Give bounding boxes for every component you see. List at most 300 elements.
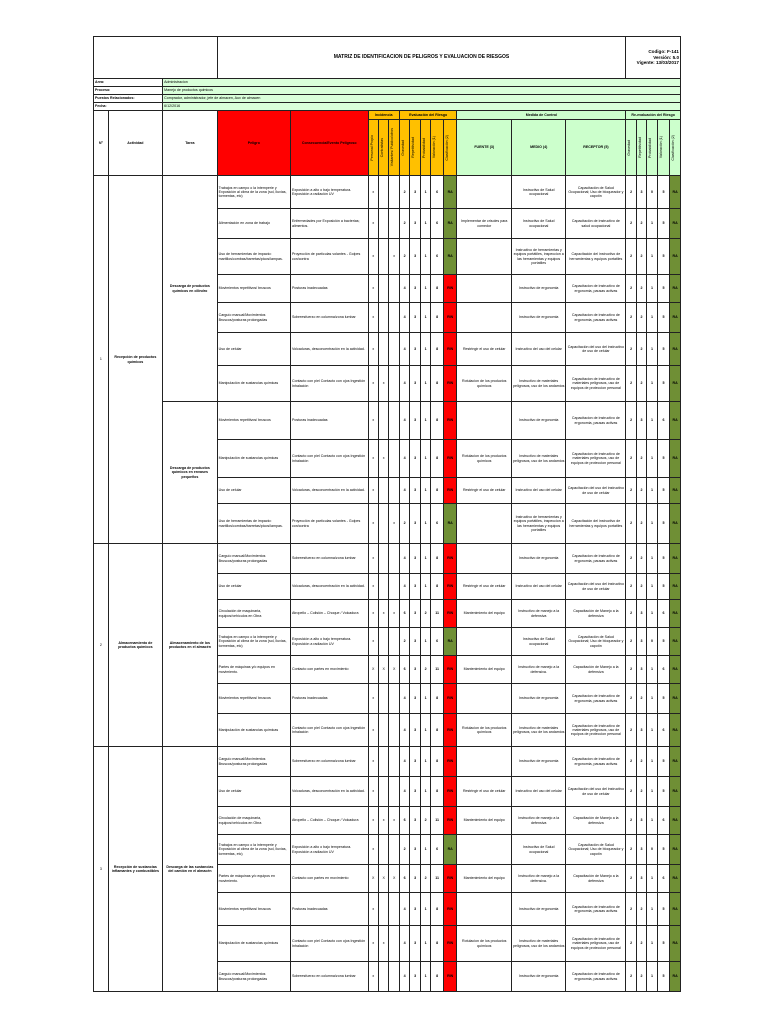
- incidencia-mark: x: [368, 962, 378, 992]
- receptor-cell: Capacitación de Manejo a la defensiva: [566, 600, 626, 628]
- evaluacion-col-header: Gravedad: [399, 120, 409, 176]
- incidencia-mark: x: [368, 600, 378, 628]
- valoracion-cell: 6: [431, 209, 444, 239]
- activity-name: Almacenamiento de productos químicos: [108, 544, 162, 747]
- incidencia-mark: x: [368, 176, 378, 209]
- consecuencia-cell: Posturas inadecuadas: [290, 893, 368, 926]
- num-header: Nº: [94, 111, 109, 176]
- fuente-cell: [457, 628, 511, 656]
- probabilidad-cell: 1: [420, 402, 430, 440]
- probabilidad-cell: 1: [420, 504, 430, 544]
- fuente-cell: Restringir el uso de celular: [457, 777, 511, 807]
- peligro-cell: Carguío manual/Movimientos Bruscos/posturas prolongadas: [217, 747, 290, 777]
- valoracion-cell: 8: [431, 303, 444, 333]
- reeval-repetitividad-cell: 3: [636, 714, 646, 747]
- consecuencia-cell: Posturas inadecuadas: [290, 402, 368, 440]
- reeval-probabilidad-cell: 1: [647, 684, 657, 714]
- info-label: Proceso:: [94, 87, 163, 95]
- risk-row: [94, 176, 681, 209]
- fuente-cell: [457, 747, 511, 777]
- clasificacion-cell: RIN: [443, 478, 457, 504]
- consecuencia-header: Consecuencia/Evento Peligroso: [290, 111, 368, 176]
- incidencia-mark: x: [368, 926, 378, 962]
- reeval-valoracion-cell: 5: [657, 835, 670, 865]
- peligro-cell: Circulación de maquinaria, equipos/vehículos en Obra: [217, 807, 290, 835]
- incidencia-mark: [389, 684, 399, 714]
- receptor-cell: Capacitacion de instructivo de materiales peligrosos, uso de equipos de proteccion personal: [566, 366, 626, 402]
- reeval-repetitividad-cell: 2: [636, 926, 646, 962]
- incidencia-mark: [389, 402, 399, 440]
- probabilidad-cell: 2: [420, 865, 430, 893]
- clasificacion-cell: RIN: [443, 962, 457, 992]
- peligro-cell: Partes de máquinas y/o equipos en movimiento.: [217, 656, 290, 684]
- clasificacion-cell: RIN: [443, 333, 457, 366]
- medio-cell: Instructivo de ergonomia: [511, 275, 565, 303]
- repetitividad-cell: 3: [410, 176, 420, 209]
- incidencia-mark: X: [389, 656, 399, 684]
- task-name: Descarga de productos químicos en envases pequeños: [163, 402, 217, 544]
- clasificacion-cell: RIN: [443, 714, 457, 747]
- incidencia-mark: x: [368, 209, 378, 239]
- fuente-cell: [457, 303, 511, 333]
- info-label: Area:: [94, 79, 163, 87]
- medio-cell: Instructivo del uso del celular: [511, 574, 565, 600]
- reeval-valoracion-cell: 5: [657, 574, 670, 600]
- incidencia-mark: x: [368, 303, 378, 333]
- valoracion-cell: 8: [431, 747, 444, 777]
- medio-cell: Instructivo del uso del celular: [511, 333, 565, 366]
- reeval-gravedad-cell: 2: [626, 656, 636, 684]
- reeval-valoracion-cell: 5: [657, 893, 670, 926]
- receptor-cell: Capacitación de Salud Ocupacional; Uso de bloqueador y capotín: [566, 628, 626, 656]
- info-row: [94, 95, 681, 103]
- probabilidad-cell: 1: [420, 835, 430, 865]
- probabilidad-cell: 1: [420, 574, 430, 600]
- gravedad-cell: 4: [399, 747, 409, 777]
- reeval-valoracion-cell: 5: [657, 275, 670, 303]
- reeval-clasificacion-cell: RA: [670, 893, 681, 926]
- risk-matrix-table: [93, 36, 681, 992]
- repetitividad-cell: 3: [410, 402, 420, 440]
- reeval-repetitividad-cell: 2: [636, 544, 646, 574]
- incidencia-mark: x: [368, 333, 378, 366]
- fuente-cell: [457, 275, 511, 303]
- reeval-valoracion-cell: 5: [657, 962, 670, 992]
- reeval-clasificacion-cell: RA: [670, 333, 681, 366]
- probabilidad-cell: 1: [420, 275, 430, 303]
- gravedad-cell: 4: [399, 962, 409, 992]
- codigo-value: F-141: [666, 48, 679, 54]
- incidencia-mark: [389, 176, 399, 209]
- medio-cell: Instructivo de herramientas y equipos portátiles, inspeccion a las herramientas y equipos portatiles: [511, 239, 565, 275]
- incidencia-mark: [389, 209, 399, 239]
- receptor-cell: Capacitación del uso del instructivo de uso de celular: [566, 333, 626, 366]
- medio-cell: Instructivo de manejo a la defensiva: [511, 600, 565, 628]
- probabilidad-cell: 1: [420, 333, 430, 366]
- fuente-cell: Mantenimiento del equipo: [457, 656, 511, 684]
- incidencia-mark: x: [389, 239, 399, 275]
- incidencia-mark: x: [368, 478, 378, 504]
- repetitividad-cell: 3: [410, 275, 420, 303]
- incidencia-mark: x: [378, 600, 388, 628]
- task-name: Almacenamiento de los productos en el almacén: [163, 544, 217, 747]
- clasificacion-cell: RIN: [443, 747, 457, 777]
- reeval-probabilidad-cell: 1: [647, 865, 657, 893]
- probabilidad-cell: 2: [420, 600, 430, 628]
- gravedad-cell: 4: [399, 544, 409, 574]
- receptor-cell: Capacitacion de instructivo de ergonomia, pausas activas: [566, 747, 626, 777]
- valoracion-cell: 11: [431, 656, 444, 684]
- incidencia-col-header: Visitantes/ Publico/otros: [389, 120, 399, 176]
- evaluacion-col-header: Valoración (1): [431, 120, 444, 176]
- fuente-cell: Restringir el uso de celular: [457, 333, 511, 366]
- reeval-gravedad-cell: 2: [626, 440, 636, 478]
- reeval-probabilidad-cell: 1: [647, 777, 657, 807]
- receptor-cell: Capacitación de Manejo a la defensiva: [566, 807, 626, 835]
- reeval-repetitividad-cell: 2: [636, 239, 646, 275]
- reeval-valoracion-cell: 5: [657, 209, 670, 239]
- reeval-gravedad-cell: 2: [626, 962, 636, 992]
- receptor-cell: Capacitación de instructivo de salud ocupacional: [566, 209, 626, 239]
- peligro-cell: Manipulación de sustancias químicas: [217, 714, 290, 747]
- info-label: Puestos Relacionados:: [94, 95, 163, 103]
- consecuencia-cell: Sobreesfuerzo en columna/zona lumbar: [290, 747, 368, 777]
- receptor-cell: Capacitación del instructivo de herramientas y equipos portatiles: [566, 504, 626, 544]
- repetitividad-cell: 3: [410, 366, 420, 402]
- reeval-col-header: Clasificación (2): [670, 120, 681, 176]
- medida-group: Medida de Control: [457, 111, 626, 120]
- receptor-cell: Capacitación del uso del instructivo de uso de celular: [566, 478, 626, 504]
- incidencia-mark: [389, 574, 399, 600]
- gravedad-cell: 4: [399, 402, 409, 440]
- valoracion-cell: 8: [431, 893, 444, 926]
- reeval-probabilidad-cell: 1: [647, 747, 657, 777]
- repetitividad-cell: 3: [410, 835, 420, 865]
- fuente-cell: Mantenimiento del equipo: [457, 600, 511, 628]
- valoracion-cell: 8: [431, 478, 444, 504]
- clasificacion-cell: RIN: [443, 777, 457, 807]
- reeval-repetitividad-cell: 3: [636, 402, 646, 440]
- clasificacion-cell: RIN: [443, 303, 457, 333]
- activity-number: 1: [94, 176, 109, 544]
- column-group-row: [94, 111, 681, 120]
- fuente-cell: [457, 835, 511, 865]
- consecuencia-cell: Proyección de partículas volantes - Golpes con/contra: [290, 239, 368, 275]
- incidencia-mark: x: [368, 893, 378, 926]
- fuente-cell: [457, 402, 511, 440]
- incidencia-mark: x: [368, 574, 378, 600]
- clasificacion-cell: RIN: [443, 366, 457, 402]
- reeval-gravedad-cell: 2: [626, 777, 636, 807]
- medio-cell: Instructivo de Salud ocupacional: [511, 176, 565, 209]
- receptor-cell: Capacitacion de instructivo de ergonomia, pausas activas: [566, 275, 626, 303]
- info-row: [94, 87, 681, 95]
- incidencia-mark: [389, 440, 399, 478]
- reeval-valoracion-cell: 5: [657, 926, 670, 962]
- reeval-repetitividad-cell: 2: [636, 303, 646, 333]
- reeval-repetitividad-cell: 2: [636, 478, 646, 504]
- incidencia-mark: [378, 544, 388, 574]
- reeval-repetitividad-cell: 3: [636, 600, 646, 628]
- reeval-probabilidad-cell: 1: [647, 478, 657, 504]
- reeval-clasificacion-cell: RA: [670, 600, 681, 628]
- medio-cell: Instructivo de manejo a la defensiva.: [511, 865, 565, 893]
- incidencia-mark: [389, 926, 399, 962]
- incidencia-mark: [389, 544, 399, 574]
- fuente-cell: Mantenimiento del equipo: [457, 865, 511, 893]
- logo-cell: [94, 37, 218, 79]
- incidencia-mark: x: [368, 628, 378, 656]
- reeval-gravedad-cell: 2: [626, 176, 636, 209]
- receptor-cell: Capacitación de Manejo a la defensiva: [566, 656, 626, 684]
- receptor-cell: Capacitacion de instructivo de materiales peligrosos, uso de equipos de proteccion personal: [566, 714, 626, 747]
- peligro-cell: Uso de herramientas de impacto: martillos/combas/barretas/picos/lampas.: [217, 239, 290, 275]
- valoracion-cell: 11: [431, 865, 444, 893]
- incidencia-mark: [389, 835, 399, 865]
- valoracion-cell: 8: [431, 366, 444, 402]
- reeval-clasificacion-cell: RA: [670, 176, 681, 209]
- evaluacion-col-header: Clasificación (2): [443, 120, 457, 176]
- valoracion-cell: 8: [431, 402, 444, 440]
- valoracion-cell: 8: [431, 275, 444, 303]
- reeval-clasificacion-cell: RA: [670, 209, 681, 239]
- reeval-valoracion-cell: 6: [657, 714, 670, 747]
- risk-row: [94, 402, 681, 440]
- reeval-probabilidad-cell: 1: [647, 440, 657, 478]
- reeval-clasificacion-cell: RA: [670, 714, 681, 747]
- medio-cell: Instructivo del uso del celular: [511, 478, 565, 504]
- consecuencia-cell: Sobreesfuerzo en columna/zona lumbar: [290, 544, 368, 574]
- reeval-valoracion-cell: 5: [657, 504, 670, 544]
- fuente-cell: [457, 962, 511, 992]
- reeval-clasificacion-cell: RA: [670, 574, 681, 600]
- consecuencia-cell: Contacto con partes en movimiento: [290, 656, 368, 684]
- evaluacion-col-header: Probabilidad: [420, 120, 430, 176]
- incidencia-mark: X: [389, 865, 399, 893]
- incidencia-mark: X: [378, 656, 388, 684]
- medio-cell: Instructivo de materiales peligrosos, uso de los andamios: [511, 366, 565, 402]
- incidencia-mark: [378, 684, 388, 714]
- reeval-probabilidad-cell: 1: [647, 209, 657, 239]
- probabilidad-cell: 1: [420, 440, 430, 478]
- header-row: [94, 37, 681, 79]
- reeval-col-header: Gravedad: [626, 120, 636, 176]
- gravedad-cell: 4: [399, 440, 409, 478]
- reeval-probabilidad-cell: 1: [647, 303, 657, 333]
- incidencia-mark: [389, 275, 399, 303]
- activity-name: Recepción de sustancias inflamantes y combustibles: [108, 747, 162, 992]
- clasificacion-cell: RIN: [443, 402, 457, 440]
- reeval-gravedad-cell: 2: [626, 747, 636, 777]
- reeval-repetitividad-cell: 2: [636, 275, 646, 303]
- probabilidad-cell: 1: [420, 544, 430, 574]
- clasificacion-cell: RA: [443, 176, 457, 209]
- task-name: Descarga de productos químicos en cilindro: [163, 176, 217, 402]
- clasificacion-cell: RA: [443, 835, 457, 865]
- medio-cell: Instructivo de ergonomia: [511, 402, 565, 440]
- clasificacion-cell: RIN: [443, 574, 457, 600]
- medio-cell: Instructivo del uso del celular: [511, 777, 565, 807]
- probabilidad-cell: 2: [420, 807, 430, 835]
- consecuencia-cell: Posturas inadecuadas: [290, 684, 368, 714]
- reeval-clasificacion-cell: RA: [670, 807, 681, 835]
- reeval-probabilidad-cell: 1: [647, 600, 657, 628]
- medio-cell: Instructivo de Salud ocupacional: [511, 628, 565, 656]
- reeval-valoracion-cell: 5: [657, 478, 670, 504]
- reeval-repetitividad-cell: 3: [636, 865, 646, 893]
- reeval-gravedad-cell: 2: [626, 926, 636, 962]
- reeval-probabilidad-cell: 1: [647, 275, 657, 303]
- repetitividad-cell: 3: [410, 333, 420, 366]
- fuente-cell: [457, 544, 511, 574]
- consecuencia-cell: Contacto con piel Contacto con ojos Ingestión Inhalación: [290, 440, 368, 478]
- incidencia-mark: [378, 835, 388, 865]
- receptor-header: RECEPTOR (5): [566, 120, 626, 176]
- consecuencia-cell: Sobreesfuerzo en columna/zona lumbar: [290, 303, 368, 333]
- consecuencia-cell: Contacto con partes en movimiento: [290, 865, 368, 893]
- incidencia-mark: [389, 714, 399, 747]
- probabilidad-cell: 1: [420, 926, 430, 962]
- peligro-cell: Alimentación en zona de trabajo: [217, 209, 290, 239]
- reeval-repetitividad-cell: 2: [636, 893, 646, 926]
- repetitividad-cell: 3: [410, 628, 420, 656]
- vigente-value: 13/03/2017: [656, 60, 679, 66]
- medio-cell: Instructivo de ergonomia: [511, 303, 565, 333]
- reeval-probabilidad-cell: 1: [647, 962, 657, 992]
- gravedad-cell: 6: [399, 865, 409, 893]
- reeval-gravedad-cell: 2: [626, 684, 636, 714]
- reeval-repetitividad-cell: 3: [636, 656, 646, 684]
- probabilidad-cell: 1: [420, 893, 430, 926]
- reeval-valoracion-cell: 5: [657, 366, 670, 402]
- reeval-col-header: Probabilidad: [647, 120, 657, 176]
- reeval-col-header: Valoración (1): [657, 120, 670, 176]
- repetitividad-cell: 3: [410, 600, 420, 628]
- incidencia-mark: [389, 747, 399, 777]
- medio-header: MEDIO (4): [511, 120, 565, 176]
- reeval-clasificacion-cell: RA: [670, 275, 681, 303]
- consecuencia-cell: Sobreesfuerzo en columna/zona lumbar: [290, 962, 368, 992]
- info-row: [94, 79, 681, 87]
- valoracion-cell: 8: [431, 962, 444, 992]
- gravedad-cell: 2: [399, 176, 409, 209]
- reeval-gravedad-cell: 2: [626, 807, 636, 835]
- valoracion-cell: 8: [431, 684, 444, 714]
- incidencia-mark: [378, 333, 388, 366]
- reeval-clasificacion-cell: RA: [670, 478, 681, 504]
- valoracion-cell: 11: [431, 807, 444, 835]
- reeval-repetitividad-cell: 2: [636, 574, 646, 600]
- reeval-gravedad-cell: 2: [626, 504, 636, 544]
- valoracion-cell: 8: [431, 544, 444, 574]
- fuente-cell: Implementar de crisoles para comedor: [457, 209, 511, 239]
- reeval-repetitividad-cell: 2: [636, 684, 646, 714]
- reeval-valoracion-cell: 5: [657, 684, 670, 714]
- fuente-cell: Mantenimiento del equipo: [457, 807, 511, 835]
- reeval-repetitividad-cell: 2: [636, 747, 646, 777]
- incidencia-mark: x: [368, 544, 378, 574]
- repetitividad-cell: 3: [410, 747, 420, 777]
- fuente-cell: Rotulacion de los productos químicos: [457, 366, 511, 402]
- reeval-gravedad-cell: 2: [626, 239, 636, 275]
- reeval-clasificacion-cell: RA: [670, 628, 681, 656]
- reeval-group: Re-evaluación del Riesgo: [626, 111, 681, 120]
- gravedad-cell: 4: [399, 893, 409, 926]
- reeval-probabilidad-cell: 1: [647, 656, 657, 684]
- peligro-cell: Manipulación de sustancias químicas: [217, 440, 290, 478]
- reeval-gravedad-cell: 2: [626, 303, 636, 333]
- gravedad-cell: 2: [399, 239, 409, 275]
- probabilidad-cell: 1: [420, 366, 430, 402]
- reeval-gravedad-cell: 2: [626, 865, 636, 893]
- receptor-cell: Capacitación del uso del instructivo de uso de celular: [566, 777, 626, 807]
- incidencia-mark: [378, 574, 388, 600]
- medio-cell: Instructivo de Salud ocupacional: [511, 835, 565, 865]
- clasificacion-cell: RIN: [443, 275, 457, 303]
- repetitividad-cell: 3: [410, 303, 420, 333]
- info-value: Administracion: [163, 79, 681, 87]
- document-codes: Codigo: F-141 Versión: 5.0 Vigente: 13/03/2017: [626, 37, 681, 79]
- gravedad-cell: 6: [399, 656, 409, 684]
- medio-cell: Instructivo de Salud ocupacional: [511, 209, 565, 239]
- incidencia-mark: [378, 962, 388, 992]
- reeval-probabilidad-cell: 1: [647, 402, 657, 440]
- valoracion-cell: 8: [431, 926, 444, 962]
- peligro-header: Peligro: [217, 111, 290, 176]
- incidencia-mark: [378, 504, 388, 544]
- repetitividad-cell: 3: [410, 478, 420, 504]
- repetitividad-cell: 3: [410, 962, 420, 992]
- fuente-cell: [457, 504, 511, 544]
- reeval-gravedad-cell: 2: [626, 333, 636, 366]
- consecuencia-cell: Posturas inadecuadas: [290, 275, 368, 303]
- incidencia-mark: [378, 402, 388, 440]
- incidencia-mark: x: [368, 777, 378, 807]
- consecuencia-cell: Volcaduras, desconcentración en la actividad.: [290, 574, 368, 600]
- clasificacion-cell: RIN: [443, 926, 457, 962]
- receptor-cell: Capacitación del uso del instructivo de uso de celular: [566, 574, 626, 600]
- valoracion-cell: 8: [431, 574, 444, 600]
- probabilidad-cell: 1: [420, 209, 430, 239]
- valoracion-cell: 6: [431, 835, 444, 865]
- gravedad-cell: 4: [399, 714, 409, 747]
- consecuencia-cell: Contacto con piel Contacto con ojos Ingestión Inhalación: [290, 366, 368, 402]
- gravedad-cell: 4: [399, 574, 409, 600]
- reeval-valoracion-cell: 5: [657, 544, 670, 574]
- incidencia-col-header: Contratistas: [378, 120, 388, 176]
- receptor-cell: Capacitacion de instructivo de ergonomia, pausas activas: [566, 962, 626, 992]
- reeval-gravedad-cell: 2: [626, 402, 636, 440]
- repetitividad-cell: 3: [410, 714, 420, 747]
- reeval-clasificacion-cell: RA: [670, 835, 681, 865]
- incidencia-mark: [389, 366, 399, 402]
- probabilidad-cell: 1: [420, 628, 430, 656]
- receptor-cell: Capacitacion de instructivo de ergonomia, pausas activas: [566, 893, 626, 926]
- valoracion-cell: 6: [431, 239, 444, 275]
- medio-cell: Instructivo de manejo a la defensiva: [511, 807, 565, 835]
- incidencia-mark: [389, 303, 399, 333]
- reeval-probabilidad-cell: 1: [647, 544, 657, 574]
- incidencia-mark: x: [368, 807, 378, 835]
- clasificacion-cell: RIN: [443, 807, 457, 835]
- incidencia-mark: x: [368, 440, 378, 478]
- gravedad-cell: 4: [399, 275, 409, 303]
- reeval-gravedad-cell: 2: [626, 600, 636, 628]
- peligro-cell: Trabajos en campo o la intemperie y Exposición al clima de la zona (sol, lluvias, tormentas, etc): [217, 835, 290, 865]
- reeval-probabilidad-cell: 1: [647, 714, 657, 747]
- reeval-repetitividad-cell: 2: [636, 209, 646, 239]
- gravedad-cell: 2: [399, 835, 409, 865]
